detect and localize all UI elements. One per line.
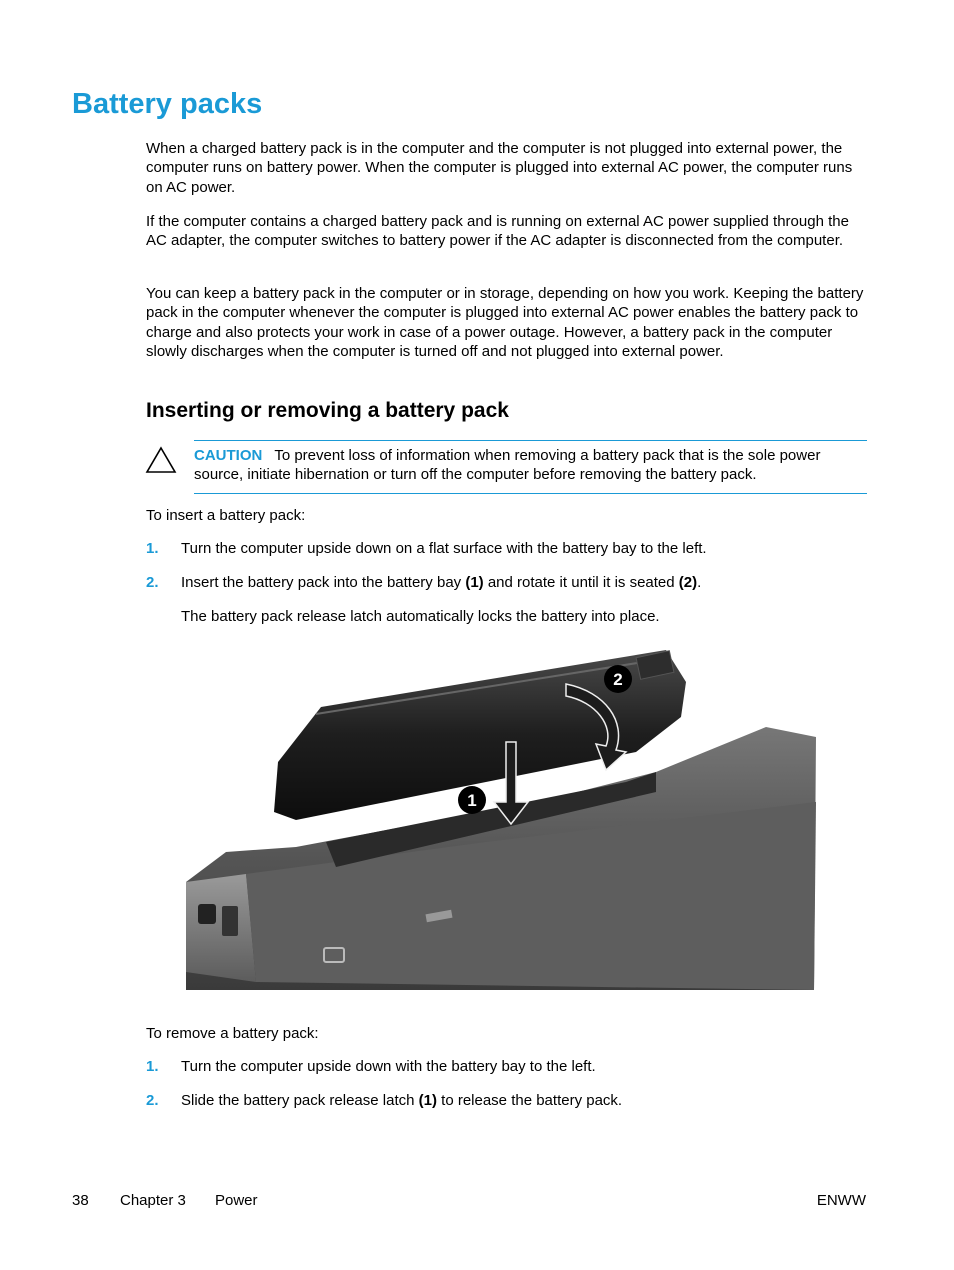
insert-step-2-number: 2. xyxy=(146,574,159,591)
remove-step-1-text: Turn the computer upside down with the battery bay to the left. xyxy=(181,1058,596,1075)
insert-step-1-number: 1. xyxy=(146,540,159,557)
paragraph-1: When a charged battery pack is in the computer and the computer is not plugged into external power, the computer runs on battery power. When the computer is plugged into external AC power, the computer runs on AC power. xyxy=(146,140,853,196)
section-heading: Inserting or removing a battery pack xyxy=(146,399,509,422)
paragraph-2: If the computer contains a charged battery pack and is running on external AC power supplied through the AC adapter, the computer switches to battery power if the AC adapter is disconnected from the computer. xyxy=(146,213,849,250)
callout-1: 1 xyxy=(467,791,477,810)
paragraph-3: You can keep a battery pack in the computer or in storage, depending on how you work. Keeping the battery pack in the computer whenever the computer is plugged into external AC power enables the battery pack to charge and also protects your work in case of a power outage. However, a battery pack in the computer slowly discharges when the computer is turned off and not plugged into external power. xyxy=(146,285,864,360)
port-2 xyxy=(222,906,238,936)
insert-step-1-text: Turn the computer upside down on a flat surface with the battery bay to the left. xyxy=(181,540,707,557)
caution-icon xyxy=(145,446,177,474)
remove-intro: To remove a battery pack: xyxy=(146,1025,319,1042)
footer-section: Power xyxy=(215,1192,258,1209)
insert-note: The battery pack release latch automatically locks the battery into place. xyxy=(181,608,660,625)
footer-right: ENWW xyxy=(816,1192,866,1209)
footer-page-number: 38 xyxy=(72,1192,89,1209)
insert-intro: To insert a battery pack: xyxy=(146,507,306,524)
callout-2: 2 xyxy=(613,670,623,689)
remove-step-1-number: 1. xyxy=(146,1058,159,1075)
caution-box xyxy=(194,440,867,494)
footer-chapter: Chapter 3 xyxy=(120,1192,186,1209)
laptop-front-edge xyxy=(186,874,256,982)
battery-insert-illustration xyxy=(186,642,826,1004)
remove-step-2-text: Slide the battery pack release latch (1) to release the battery pack. xyxy=(181,1092,623,1109)
page-title: Battery packs xyxy=(72,88,263,120)
caution-body: To prevent loss of information when removing a battery pack that is the sole power source, initiate hibernation or turn off the computer before removing the battery pack. xyxy=(194,447,821,484)
caution-text xyxy=(194,446,867,485)
insert-step-2-text: Insert the battery pack into the battery bay (1) and rotate it until it is seated (2). xyxy=(181,574,702,591)
caution-label: CAUTION xyxy=(194,447,263,464)
remove-step-2-number: 2. xyxy=(146,1092,159,1109)
port-1 xyxy=(198,904,216,924)
